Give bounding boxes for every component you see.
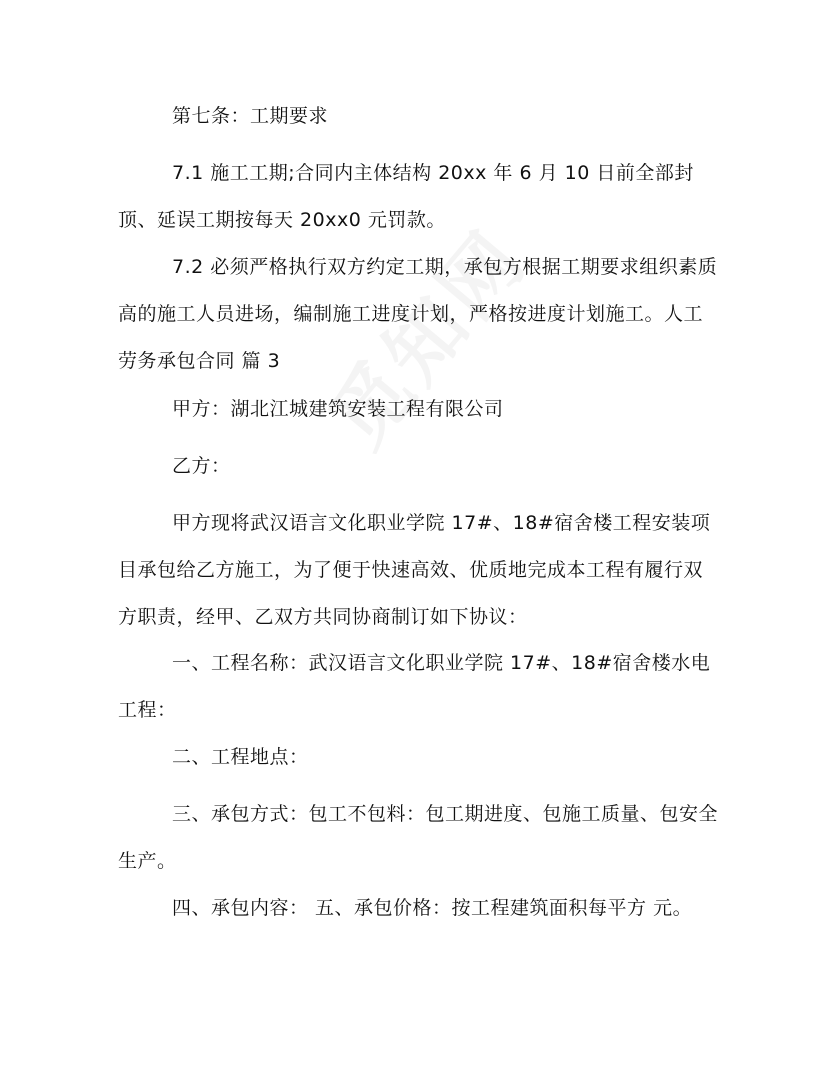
- clause-7-2: 7.2 必须严格执行双方约定工期，承包方根据工期要求组织素质高的施工人员进场，编制施工进度计划，严格按进度计划施工。人工劳务承包合同 篇 3: [118, 256, 718, 372]
- party-b: 乙方：: [172, 455, 231, 477]
- clause-7-1: 7.1 施工工期;合同内主体结构 20xx 年 6 月 10 日前全部封顶、延误工期按每天 20xx0 元罚款。: [118, 162, 694, 231]
- article-7-heading: 第七条：工期要求: [172, 105, 329, 127]
- project-location: 二、工程地点：: [172, 746, 309, 768]
- contract-content-price: 四、承包内容： 五、承包价格：按工程建筑面积每平方 元。: [172, 897, 693, 919]
- party-a: 甲方：湖北江城建筑安装工程有限公司: [172, 398, 504, 420]
- contract-method: 三、承包方式：包工不包料：包工期进度、包施工质量、包安全生产。: [118, 803, 719, 872]
- project-name: 一、工程名称：武汉语言文化职业学院 17#、18#宿舍楼水电工程：: [118, 652, 711, 721]
- agreement-intro: 甲方现将武汉语言文化职业学院 17#、18#宿舍楼工程安装项目承包给乙方施工，为了便于快速高效、优质地完成本工程有履行双方职责，经甲、乙双方共同协商制订如下协议：: [118, 512, 711, 628]
